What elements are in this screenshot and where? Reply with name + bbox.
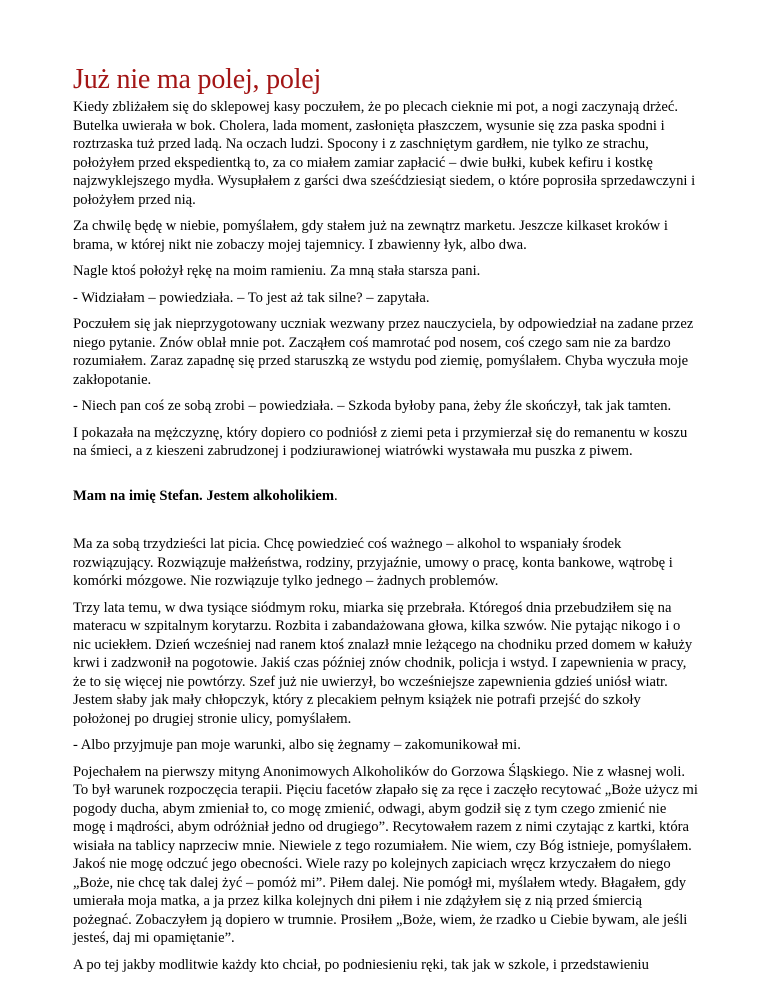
document-title: Już nie ma polej, polej (73, 64, 322, 95)
paragraph: Poczułem się jak nieprzygotowany uczniak wezwany przez nauczyciela, by odpowiedział na zadane przez niego pytanie. Znów oblał mnie pot. Zacząłem coś mamrotać pod nosem, coś czego sam nie za bardzo rozumiałem. Zaraz zapadnę się przed staruszką ze wstydu pod ziemię, pomyślałem. Chyba wyczuła moje zakłopotanie. (73, 316, 694, 388)
paragraph: - Niech pan coś ze sobą zrobi – powiedziała. – Szkoda byłoby pana, żeby źle skończył, tak jak tamten. (73, 398, 672, 414)
paragraph: I pokazała na mężczyznę, który dopiero co podniósł z ziemi peta i przymierzał się do remanentu w koszu na śmieci, a z kieszeni zabrudzonej i podziurawionej wiatrówki wystawała mu puszka z piwem. (73, 424, 688, 459)
paragraph: Kiedy zbliżałem się do sklepowej kasy poczułem, że po plecach cieknie mi pot, a nogi zaczynają drżeć. Butelka uwierała w bok. Cholera, lada moment, zasłonięta płaszczem, wysunie się zza paska spodni i roztrzaska tuż przed ladą. Na oczach ludzi. Spocony i z zaschniętym gardłem, nie tylko ze strachu, położyłem przed ekspedientką to, za co miałem zamiar zapłacić – dwie bułki, kubek kefiru i kostkę najzwyklejszego mydła. Wysupłałem z garści dwa sześćdziesiąt siedem, o które poprosiła sprzedawczyni i położyłem przed nią. (73, 99, 696, 208)
paragraph: - Albo przyjmuje pan moje warunki, albo się żegnamy – zakomunikował mi. (73, 737, 521, 753)
paragraph: - Widziałam – powiedziała. – To jest aż tak silne? – zapytała. (73, 289, 430, 306)
section-heading (73, 487, 698, 506)
section-heading-period: . (334, 487, 338, 504)
section-heading-bold: Mam na imię Stefan. Jestem alkoholikiem (73, 487, 335, 504)
paragraph: A po tej jakby modlitwie każdy kto chciał, po podniesieniu ręki, tak jak w szkole, i przedstawieniu (73, 956, 649, 973)
paragraph: Pojechałem na pierwszy mityng Anonimowych Alkoholików do Gorzowa Śląskiego. Nie z własnej woli. To był warunek rozpoczęcia terapii. Pięciu facetów złapało się za ręce i zaczęło recytować „Boże użycz mi pogody ducha, abym zmieniał to, co mogę zmienić, odwagi, abym godził się z tym czego zmienić nie mogę i mądrości, abym odróżniał jedno od drugiego”. Recytowałem razem z nimi czytając z kartki, która wisiała na tablicy naprzeciw mnie. Niewiele z tego rozumiałem. Nie wiem, czy Bóg istnieje, pomyślałem. Jakoś nie mogę odczuć jego obecności. Wiele razy po kolejnych zapiciach wręcz krzyczałem do niego „Boże, nie chcę tak dalej żyć – pomóż mi”. Piłem dalej. Nie pomógł mi, myślałem wtedy. Błagałem, gdy umierała moja matka, a ja przez kilka kolejnych dni piłem i nie zdążyłem się z nią przed śmiercią pożegnać. Zobaczyłem ją dopiero w trumnie. Prosiłem „Boże, wiem, że rzadko u Ciebie bywam, ale jeśli jesteś, daj mi opamiętanie”. (73, 763, 698, 946)
paragraph: Ma za sobą trzydzieści lat picia. Chcę powiedzieć coś ważnego – alkohol to wspaniały środek rozwiązujący. Rozwiązuje małżeństwa, rodziny, przyjaźnie, umowy o pracę, konta bankowe, wątrobę i komórki mózgowe. Nie rozwiązuje tylko jednego – żadnych problemów. (73, 536, 673, 589)
paragraph: Za chwilę będę w niebie, pomyślałem, gdy stałem już na zewnątrz marketu. Jeszcze kilkaset kroków i brama, w której nikt nie zobaczy mojej tajemnicy. I zbawienny łyk, albo dwa. (73, 218, 668, 253)
paragraph: Nagle ktoś położył rękę na moim ramieniu. Za mną stała starsza pani. (73, 263, 481, 279)
paragraph: Trzy lata temu, w dwa tysiące siódmym roku, miarka się przebrała. Któregoś dnia przebudziłem się na materacu w szpitalnym korytarzu. Rozbita i zabandażowana głowa, kilka szwów. Nie pytając nikogo i o nic uciekłem. Dzień wcześniej nad ranem ktoś znalazł mnie leżącego na chodniku przed domem w kałuży krwi i zadzwonił na pogotowie. Jakiś czas później znów chodnik, policja i wstyd. I zapewnienia w pracy, że to się więcej nie powtórzy. Szef już nie uwierzył, bo wcześniejsze zapewnienia gdzieś uniósł wiatr. Jestem słaby jak mały chłopczyk, który z plecakiem pełnym książek nie potrafi przejść do szkoły położonej po drugiej stronie ulicy, pomyślałem. (73, 599, 693, 727)
